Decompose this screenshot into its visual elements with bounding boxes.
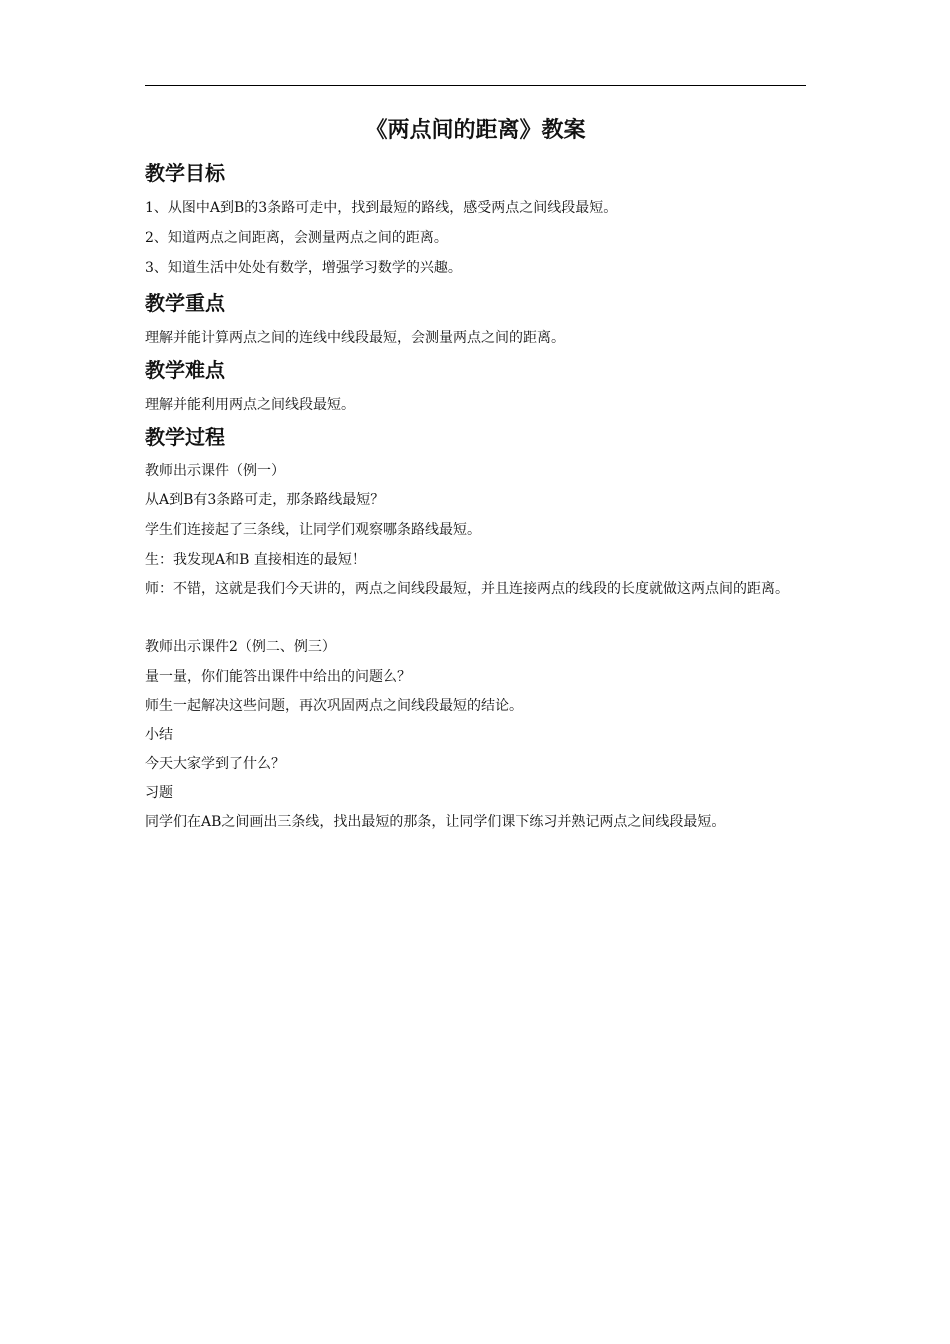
process-line: 习题 bbox=[145, 785, 173, 801]
section-heading-key-points: 教学重点 bbox=[145, 291, 225, 315]
process-line: 从A到B有3条路可走，那条路线最短？ bbox=[145, 492, 385, 508]
document-title: 《两点间的距离》教案 bbox=[365, 118, 586, 143]
section-heading-difficulties: 教学难点 bbox=[145, 358, 225, 382]
process-line: 教师出示课件（例一） bbox=[145, 463, 285, 479]
difficulties-text: 理解并能利用两点之间线段最短。 bbox=[145, 397, 355, 413]
process-line: 今天大家学到了什么？ bbox=[145, 756, 285, 772]
process-line: 教师出示课件2（例二、例三） bbox=[145, 639, 336, 655]
process-paragraph: 师：不错，这就是我们今天讲的，两点之间线段最短，并且连接两点的线段的长度就做这两点间的距离。 bbox=[145, 581, 789, 597]
goal-item: 1、从图中A到B的3条路可走中，找到最短的路线，感受两点之间线段最短。 bbox=[145, 200, 618, 216]
goal-item: 3、知道生活中处处有数学，增强学习数学的兴趣。 bbox=[145, 260, 462, 276]
process-line: 生：我发现A和B 直接相连的最短！ bbox=[145, 552, 366, 568]
process-line: 师生一起解决这些问题，再次巩固两点之间线段最短的结论。 bbox=[145, 698, 523, 714]
goal-item: 2、知道两点之间距离，会测量两点之间的距离。 bbox=[145, 230, 448, 246]
key-points-text: 理解并能计算两点之间的连线中线段最短，会测量两点之间的距离。 bbox=[145, 330, 565, 346]
header-rule bbox=[145, 85, 806, 86]
process-paragraph: 同学们在AB之间画出三条线，找出最短的那条，让同学们课下练习并熟记两点之间线段最短。 bbox=[145, 814, 726, 830]
process-line: 学生们连接起了三条线，让同学们观察哪条路线最短。 bbox=[145, 522, 481, 538]
process-line: 小结 bbox=[145, 727, 173, 743]
process-line: 量一量，你们能答出课件中给出的问题么？ bbox=[145, 669, 411, 685]
section-heading-goals: 教学目标 bbox=[145, 161, 225, 185]
section-heading-process: 教学过程 bbox=[145, 425, 225, 449]
